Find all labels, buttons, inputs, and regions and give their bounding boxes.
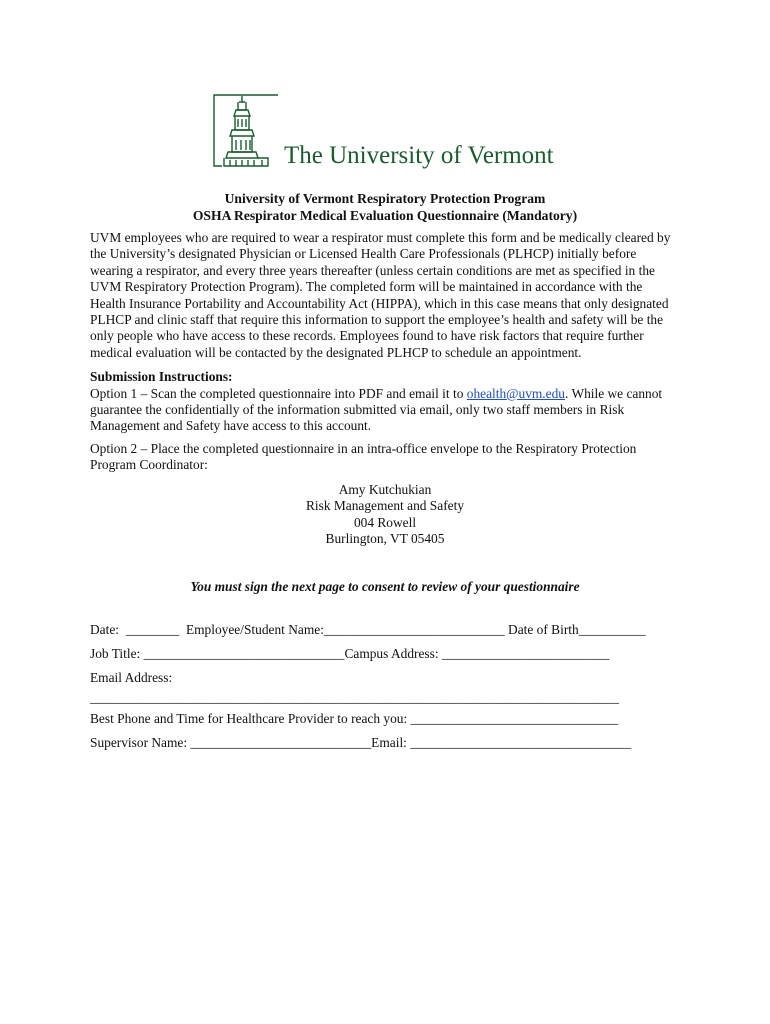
form-fields <box>90 618 680 756</box>
logo-wordmark: The University of Vermont <box>284 142 554 169</box>
field-job-campus[interactable]: Job Title: ______________________________Campus Address: _________________________ <box>90 646 610 662</box>
address-dept: Risk Management and Safety <box>305 498 465 514</box>
intro-paragraph: UVM employees who are required to wear a respirator must complete this form and be medically cleared by the University’s designated Physician or Licensed Health Care Professionals (PLHCP) initially before wearing a respirator, and every three years thereafter (unless certain conditions are met as specified in the UVM Respiratory Protection Program). The completed form will be maintained in accordance with the Health Insurance Portability and Accountability Act (HIPPA), which in this case means that only designated PLHCP and clinic staff that require this information to support the employee’s health and safety will be the only people who have access to these records. Employees found to have risk factors that require further medical evaluation will be contacted by the designated PLHCP to schedule an appointment. <box>90 230 671 360</box>
field-email-line[interactable]: _______________________________________________________________________________ <box>90 689 619 705</box>
address-city: Burlington, VT 05405 <box>325 530 445 546</box>
mailing-address <box>90 482 680 548</box>
option-2-paragraph: Option 2 – Place the completed questionnaire in an intra-office envelope to the Respiratory Protection Program Coordinator: <box>90 440 637 473</box>
email-link[interactable]: ohealth@uvm.edu <box>466 385 565 401</box>
document-title <box>90 190 680 224</box>
field-best-phone[interactable]: Best Phone and Time for Healthcare Provider to reach you: _______________________________ <box>90 710 619 726</box>
field-email-label: Email Address: <box>90 669 173 685</box>
option-1-paragraph <box>90 386 680 435</box>
field-date-name-dob[interactable]: Date: ________ Employee/Student Name:___________________________ Date of Birth__________ <box>90 621 646 637</box>
option-1-text-after: . While we cannot guarantee the confidentially of the information submitted via email, only two staff members in Risk Management and Safety have access to this account. <box>90 385 663 434</box>
option-1-text: Option 1 – Scan the completed questionnaire into PDF and email it to <box>90 385 467 401</box>
university-logo <box>212 94 557 174</box>
submission-heading: Submission Instructions: <box>90 369 233 385</box>
address-room: 004 Rowell <box>353 514 417 530</box>
document-body <box>90 190 680 756</box>
address-name: Amy Kutchukian <box>338 481 432 497</box>
title-line-1: University of Vermont Respiratory Protection Program <box>224 191 546 206</box>
field-supervisor-email[interactable]: Supervisor Name: ___________________________Email: _________________________________ <box>90 735 632 751</box>
title-line-2: OSHA Respirator Medical Evaluation Questionnaire (Mandatory) <box>192 208 578 223</box>
consent-notice: You must sign the next page to consent to review of your questionnaire <box>190 579 580 595</box>
